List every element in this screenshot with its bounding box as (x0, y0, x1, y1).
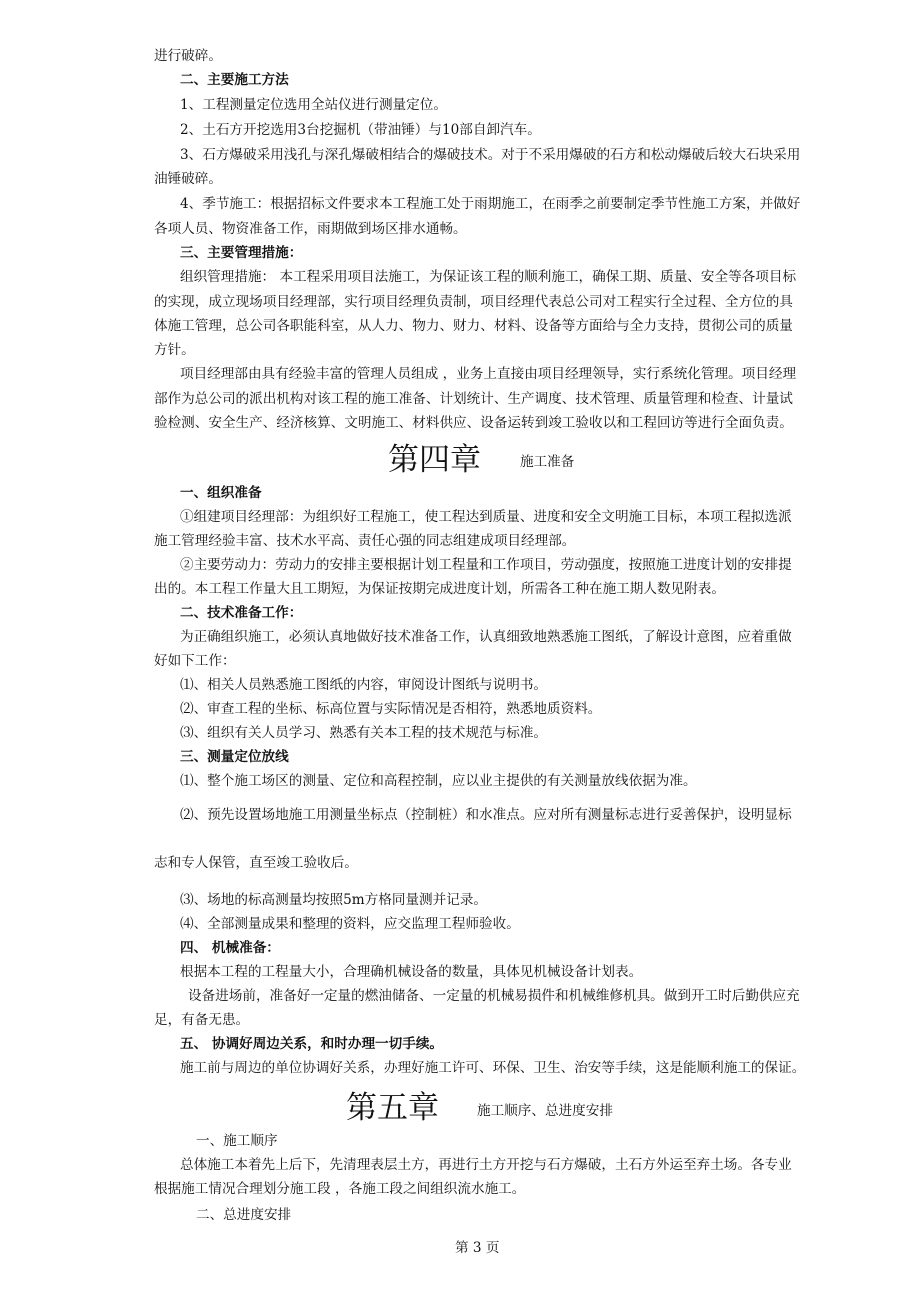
text-line: 为正确组织施工，必须认真地做好技术准备工作，认真细致地熟悉施工图纸，了解设计意图，应着重做 (180, 629, 792, 645)
text-line: 各项人员、物资准备工作，雨期做到场区排水通畅。 (154, 221, 467, 237)
text-line: 3、石方爆破采用浅孔与深孔爆破相结合的爆破技术。对于不采用爆破的石方和松动爆破后较大石块采用 (180, 147, 801, 163)
text-line: 施工前与周边的单位协调好关系，办理好施工许可、环保、卫生、治安等手续，这是能顺利施工的保证。 (180, 1060, 806, 1076)
text-line: 方针。 (154, 342, 195, 358)
section-heading: 三、测量定位放线 (180, 749, 289, 765)
text-line: 进行破碎。 (154, 48, 222, 64)
section-heading: 二、主要施工方法 (180, 72, 289, 88)
section-heading: 三、主要管理措施： (180, 245, 303, 261)
text-line: ②主要劳动力：劳动力的安排主要根据计划工程量和工作项目，劳动强度，按照施工进度计划的安排提 (180, 557, 792, 573)
list-item: ⑵、审查工程的坐标、标高位置与实际情况是否相符，熟悉地质资料。 (180, 701, 602, 717)
chapter-5-subtitle: 施工顺序、总进度安排 (477, 1103, 613, 1119)
chapter-5-title: 第五章 (346, 1090, 439, 1126)
page-number: 第 3 页 (455, 1240, 500, 1256)
text-line: 4、季节施工：根据招标文件要求本工程施工处于雨期施工，在雨季之前要制定季节性施工方案，并做好 (180, 196, 801, 212)
text-line: 项目经理部由具有经验丰富的管理人员组成 ，业务上直接由项目经理领导，实行系统化管理。项目经理 (180, 366, 797, 382)
section-heading: 一、组织准备 (180, 485, 262, 501)
list-item: ⑷、全部测量成果和整理的资料，应交监理工程师验收。 (180, 916, 520, 932)
list-item: ⑵、预先设置场地施工用测量坐标点（控制桩）和水准点。应对所有测量标志进行妥善保护，设明显标 (180, 807, 792, 823)
section-heading: 四、 机械准备： (180, 940, 280, 956)
text-line: 足，有备无患。 (154, 1012, 250, 1028)
text-line: 设备进场前，准备好一定量的燃油储备、一定量的机械易损件和机械维修机具。做到开工时后勤供应充 (188, 988, 800, 1004)
list-item: ⑴、整个施工场区的测量、定位和高程控制，应以业主提供的有关测量放线依据为准。 (180, 773, 697, 789)
section-heading: 一、施工顺序 (196, 1133, 278, 1149)
section-heading: 二、总进度安排 (196, 1207, 292, 1223)
list-item: ⑶、场地的标高测量均按照5m方格同量测并记录。 (180, 892, 488, 908)
text-line: 志和专人保管，直至竣工验收后。 (154, 855, 358, 871)
text-line: 的实现，成立现场项目经理部，实行项目经理负责制，项目经理代表总公司对工程实行全过程、全方位的具 (154, 294, 793, 310)
list-item: ⑴、相关人员熟悉施工图纸的内容，审阅设计图纸与说明书。 (180, 677, 548, 693)
text-line: 体施工管理，总公司各职能科室，从人力、物力、财力、材料、设备等方面给与全力支持，贯彻公司的质量 (154, 318, 793, 334)
text-line: 总体施工本着先上后下，先清理表层土方，再进行土方开挖与石方爆破，土石方外运至弃土场。各专业 (180, 1157, 792, 1173)
text-line: 施工管理经验丰富、技术水平高、责任心强的同志组建成项目经理部。 (154, 533, 576, 549)
chapter-4-subtitle: 施工准备 (520, 454, 575, 470)
text-line: 好如下工作： (154, 653, 236, 669)
text-line: 2、土石方开挖选用3台挖掘机（带油锤）与10部自卸汽车。 (180, 122, 541, 138)
text-line: 验检测、安全生产、经济核算、文明施工、材料供应、设备运转到竣工验收以和工程回访等进行全面负责。 (154, 415, 793, 431)
section-heading: 二、技术准备工作： (180, 605, 303, 621)
text-line: 根据本工程的工程量大小，合理确机械设备的数量，具体见机械设备计划表。 (180, 964, 643, 980)
text-line: 油锤破碎。 (154, 171, 222, 187)
text-line: 组织管理措施： 本工程采用项目法施工，为保证该工程的顺利施工，确保工期、质量、安全等各项目标 (180, 269, 797, 285)
text-line: 部作为总公司的派出机构对该工程的施工准备、计划统计、生产调度、技术管理、质量管理和检查、计量试 (154, 391, 793, 407)
text-line: ①组建项目经理部：为组织好工程施工，使工程达到质量、进度和安全文明施工目标，本项工程拟选派 (180, 509, 792, 525)
chapter-4-title: 第四章 (388, 442, 481, 478)
section-heading: 五、 协调好周边关系，和时办理一切手续。 (180, 1036, 444, 1052)
list-item: ⑶、组织有关人员学习、熟悉有关本工程的技术规范与标准。 (180, 725, 548, 741)
text-line: 1、工程测量定位选用全站仪进行测量定位。 (180, 97, 447, 113)
text-line: 出的。本工程工作量大且工期短，为保证按期完成进度计划，所需各工种在施工期人数见附表。 (154, 581, 725, 597)
text-line: 根据施工情况合理划分施工段 ，各施工段之间组织流水施工。 (154, 1181, 526, 1197)
